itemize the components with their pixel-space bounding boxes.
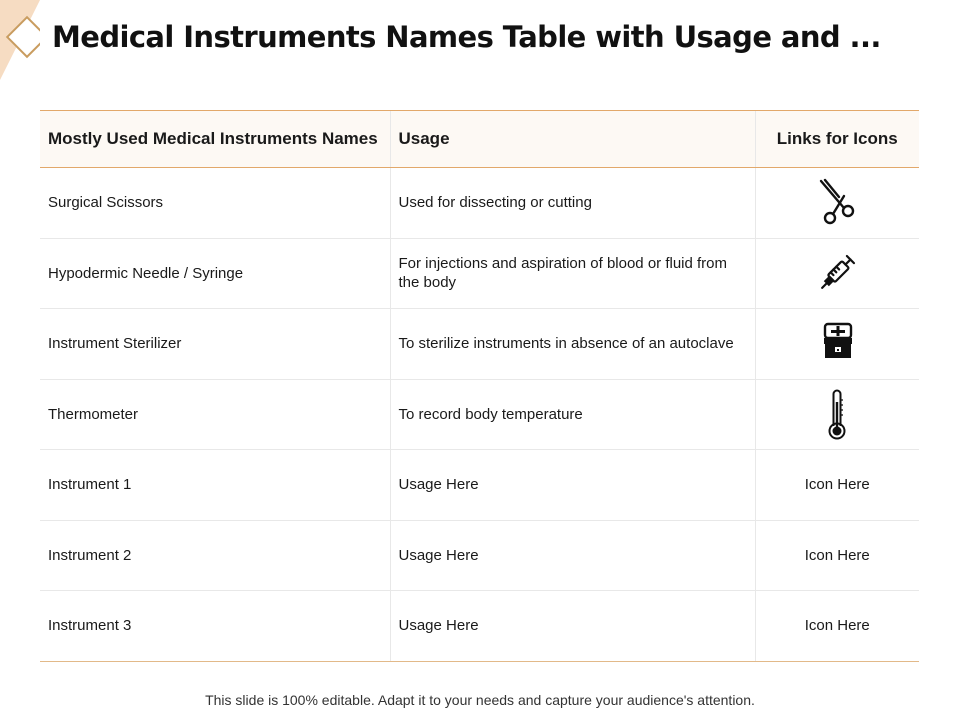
table-row xyxy=(40,520,919,591)
icon-cell xyxy=(755,309,919,380)
table-row xyxy=(40,591,919,662)
icon-cell xyxy=(755,168,919,239)
table-row xyxy=(40,379,919,450)
header-usage: Usage xyxy=(390,111,755,168)
table-row xyxy=(40,238,919,309)
header-names: Mostly Used Medical Instruments Names xyxy=(40,111,390,168)
thermometer-icon xyxy=(815,386,859,442)
slide-title: Medical Instruments Names Table with Usage and ... xyxy=(52,20,881,54)
icon-placeholder: Icon Here xyxy=(755,591,919,662)
header-icons: Links for Icons xyxy=(755,111,919,168)
footer-note: This slide is 100% editable. Adapt it to your needs and capture your audience's attention. xyxy=(205,692,755,708)
instrument-name: Instrument 3 xyxy=(40,591,390,662)
table-row xyxy=(40,168,919,239)
icon-placeholder: Icon Here xyxy=(755,450,919,521)
sterilizer-icon xyxy=(815,316,859,372)
instrument-usage: Used for dissecting or cutting xyxy=(390,168,755,239)
instrument-usage: Usage Here xyxy=(390,450,755,521)
scissors-icon xyxy=(815,175,859,231)
corner-decoration xyxy=(0,0,40,80)
instrument-usage: To sterilize instruments in absence of an autoclave xyxy=(390,309,755,380)
instrument-name: Surgical Scissors xyxy=(40,168,390,239)
icon-cell xyxy=(755,379,919,450)
instrument-name: Hypodermic Needle / Syringe xyxy=(40,238,390,309)
instrument-name: Thermometer xyxy=(40,379,390,450)
instruments-table xyxy=(40,110,919,662)
instrument-usage: Usage Here xyxy=(390,591,755,662)
table-row xyxy=(40,309,919,380)
syringe-icon xyxy=(815,245,859,301)
icon-cell xyxy=(755,238,919,309)
table-row xyxy=(40,450,919,521)
instrument-usage: To record body temperature xyxy=(390,379,755,450)
instrument-name: Instrument Sterilizer xyxy=(40,309,390,380)
instrument-name: Instrument 1 xyxy=(40,450,390,521)
instrument-name: Instrument 2 xyxy=(40,520,390,591)
instrument-usage: Usage Here xyxy=(390,520,755,591)
table-header-row xyxy=(40,111,919,168)
instrument-usage: For injections and aspiration of blood or fluid from the body xyxy=(390,238,755,309)
icon-placeholder: Icon Here xyxy=(755,520,919,591)
